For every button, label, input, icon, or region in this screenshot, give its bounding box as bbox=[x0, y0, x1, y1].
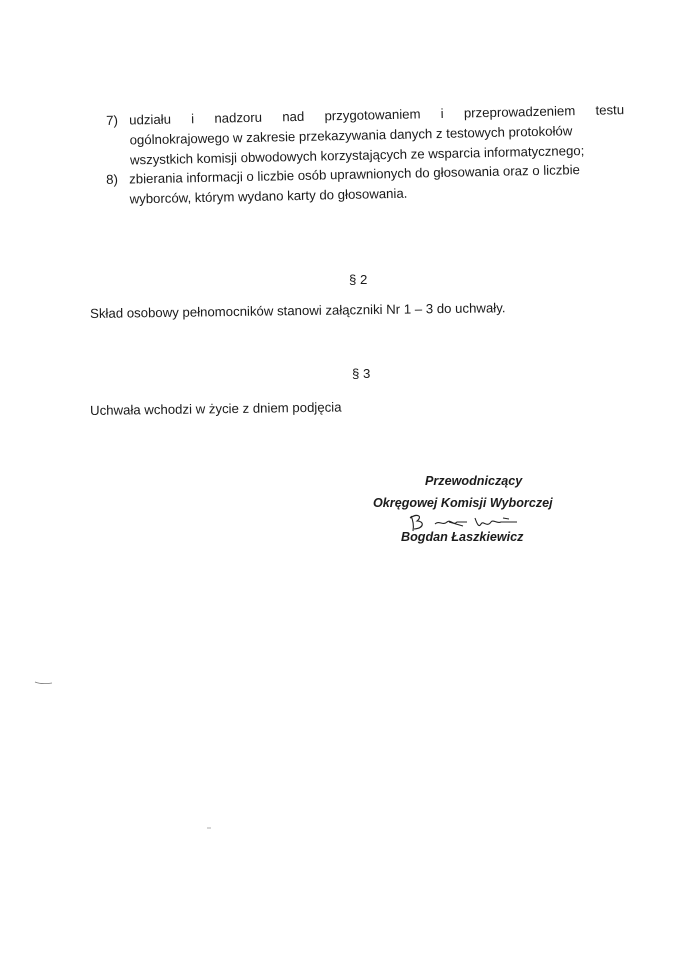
section-2-text: Skład osobowy pełnomocników stanowi załączniki Nr 1 – 3 do uchwały. bbox=[90, 300, 506, 321]
scan-artifact bbox=[206, 826, 212, 830]
section-heading-3: § 3 bbox=[352, 366, 371, 381]
list-line: udziału i nadzoru nad przygotowaniem i przeprowadzeniem testu bbox=[129, 102, 625, 128]
section-heading-2: § 2 bbox=[349, 272, 368, 287]
list-line: wszystkich komisji obwodowych korzystających ze wsparcia informatycznego; bbox=[129, 142, 585, 168]
list-line: zbierania informacji o liczbie osób uprawnionych do głosowania oraz o liczbie bbox=[129, 162, 581, 187]
signatory-body: Okręgowej Komisji Wyborczej bbox=[373, 496, 553, 510]
list-number: 7) bbox=[106, 112, 119, 128]
list-item-7 bbox=[106, 100, 626, 168]
section-3-text: Uchwała wchodzi w życie z dniem podjęcia bbox=[90, 399, 342, 418]
scan-artifact bbox=[34, 680, 54, 686]
list-item-text bbox=[129, 160, 581, 209]
list-line: ogólnokrajowego w zakresie przekazywania danych z testowych protokołów bbox=[129, 123, 573, 148]
list-line: wyborców, którym wydano karty do głosowania. bbox=[129, 185, 408, 207]
signatory-name: Bogdan Łaszkiewicz bbox=[401, 530, 524, 544]
list-number: 8) bbox=[106, 171, 119, 187]
signatory-title: Przewodniczący bbox=[425, 474, 523, 488]
